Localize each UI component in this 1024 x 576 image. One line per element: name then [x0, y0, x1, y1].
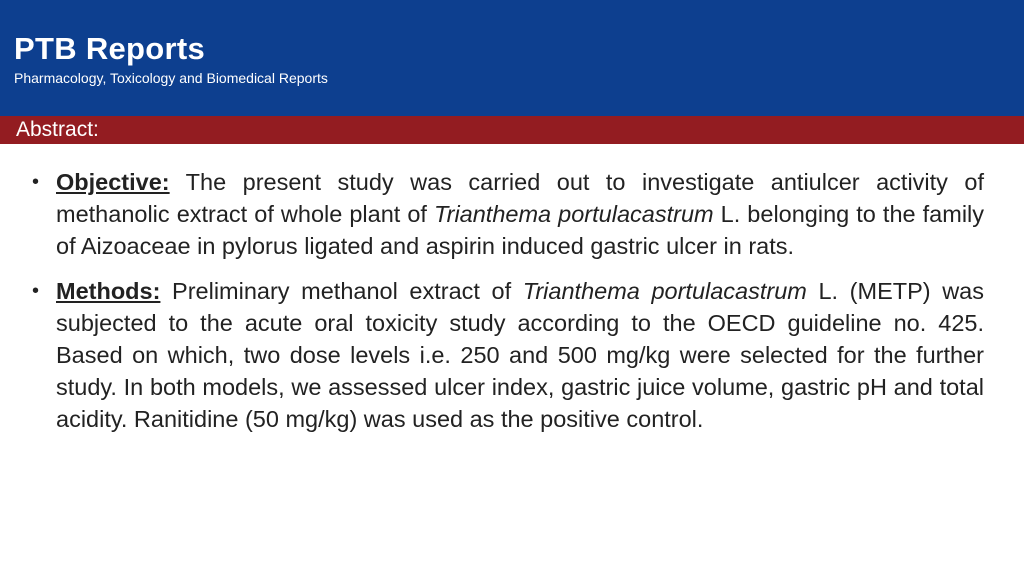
- objective-label: Objective:: [56, 169, 170, 195]
- brand-title: PTB Reports: [14, 31, 206, 66]
- bullet-icon: •: [32, 279, 40, 302]
- section-bar: [0, 116, 1024, 144]
- methods-species: Trianthema portulacastrum: [522, 277, 807, 304]
- objective-bullet: [30, 166, 984, 263]
- brand-subtitle: Pharmacology, Toxicology and Biomedical Reports: [14, 70, 328, 86]
- objective-text-1: The present study was carried out to investigate antiulcer activity of methanolic extract of whole plant of: [56, 169, 984, 228]
- methods-bullet: [30, 275, 984, 436]
- abstract-content: [30, 166, 984, 448]
- header-banner: [0, 0, 1024, 116]
- methods-label: Methods:: [56, 277, 161, 304]
- section-title: Abstract:: [16, 118, 99, 141]
- methods-text-1: Preliminary methanol extract of: [160, 277, 523, 304]
- bullet-icon: •: [32, 171, 40, 193]
- objective-text-2: L. belonging to the family of Aizoaceae in pylorus ligated and aspirin induced gastric ulcer in rats.: [56, 201, 985, 260]
- methods-text-2: L. (METP) was subjected to the acute oral toxicity study according to the OECD guideline no. 425. Based on which, two dose levels i.e. 250 and 500 mg/kg were selected for the further study. In both models, we assessed ulcer index, gastric juice volume, gastric pH and total acidity. Ranitidine (50 mg/kg) was used as the positive control.: [56, 277, 985, 433]
- objective-species: Trianthema portulacastrum: [434, 201, 714, 228]
